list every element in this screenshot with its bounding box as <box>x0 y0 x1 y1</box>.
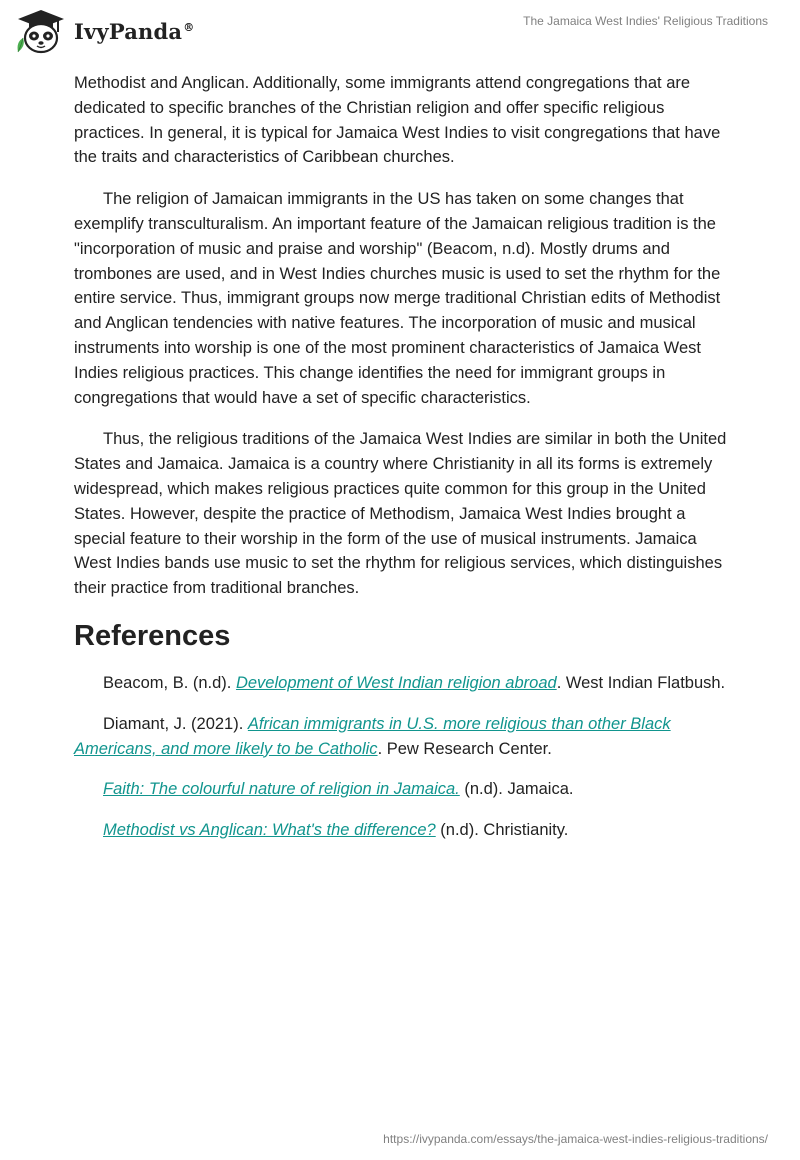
body-paragraph: The religion of Jamaican immigrants in the US has taken on some changes that exemplify transculturalism. An important feature of the Jamaican religious tradition is the "incorporation of music and praise and worship" (Beacom, n.d). Mostly drums and trombones are used, and in West Indies churches music is used to set the rhythm for the entire service. Thus, immigrant groups now merge traditional Christian edits of Methodist and Anglican tendencies with native features. The incorporation of music and musical instruments into worship is one of the most prominent characteristics of Jamaica West Indies religious practices. This change identifies the need for immigrant groups in congregations that would have a set of specific characteristics. <box>74 190 721 407</box>
essay-content <box>74 71 730 859</box>
references-heading: References <box>74 619 231 652</box>
logo-wordmark: IvyPanda® <box>74 18 195 44</box>
ivypanda-logo[interactable] <box>14 8 194 54</box>
reference-source: (n.d). Christianity. <box>435 821 569 840</box>
reference-item <box>74 671 730 696</box>
reference-source: (n.d). Jamaica. <box>459 780 574 799</box>
page-header <box>0 0 800 70</box>
body-paragraph: Thus, the religious traditions of the Jamaica West Indies are similar in both the United States and Jamaica. Jamaica is a country where Christianity in all its forms is extremely widespread, which makes religious practices quite common for this group in the United States. However, despite the practice of Methodism, Jamaica West Indies brought a special feature to their worship in the form of the use of musical instruments. Jamaica West Indies bands use music to set the rhythm for religious services, which distinguishes their practice from traditional branches. <box>74 430 727 598</box>
reference-link[interactable]: Faith: The colourful nature of religion in Jamaica. <box>103 780 460 799</box>
reference-author: Diamant, J. (2021). <box>103 714 248 733</box>
reference-item <box>74 818 730 843</box>
body-paragraph: Methodist and Anglican. Additionally, some immigrants attend congregations that are dedicated to specific branches of the Christian religion and offer specific religious practices. In general, it is typical for Jamaica West Indies to visit congregations that have the traits and characteristics of Caribbean churches. <box>74 74 721 167</box>
footer-url[interactable]: https://ivypanda.com/essays/the-jamaica-west-indies-religious-traditions/ <box>383 1132 768 1146</box>
registered-mark: ® <box>183 20 195 34</box>
reference-source: . West Indian Flatbush. <box>556 673 726 692</box>
reference-link[interactable]: Methodist vs Anglican: What's the difference? <box>103 821 436 840</box>
reference-item <box>74 777 730 802</box>
reference-source: . Pew Research Center. <box>377 739 552 758</box>
reference-link[interactable]: Development of West Indian religion abroad <box>235 673 557 692</box>
panda-logo-icon <box>14 8 68 54</box>
reference-author: Beacom, B. (n.d). <box>103 673 236 692</box>
reference-link[interactable]: African immigrants in U.S. more religious than other Black Americans, and more likely to be Catholic <box>74 714 671 758</box>
document-title: The Jamaica West Indies' Religious Traditions <box>523 14 768 28</box>
reference-item <box>74 712 730 762</box>
